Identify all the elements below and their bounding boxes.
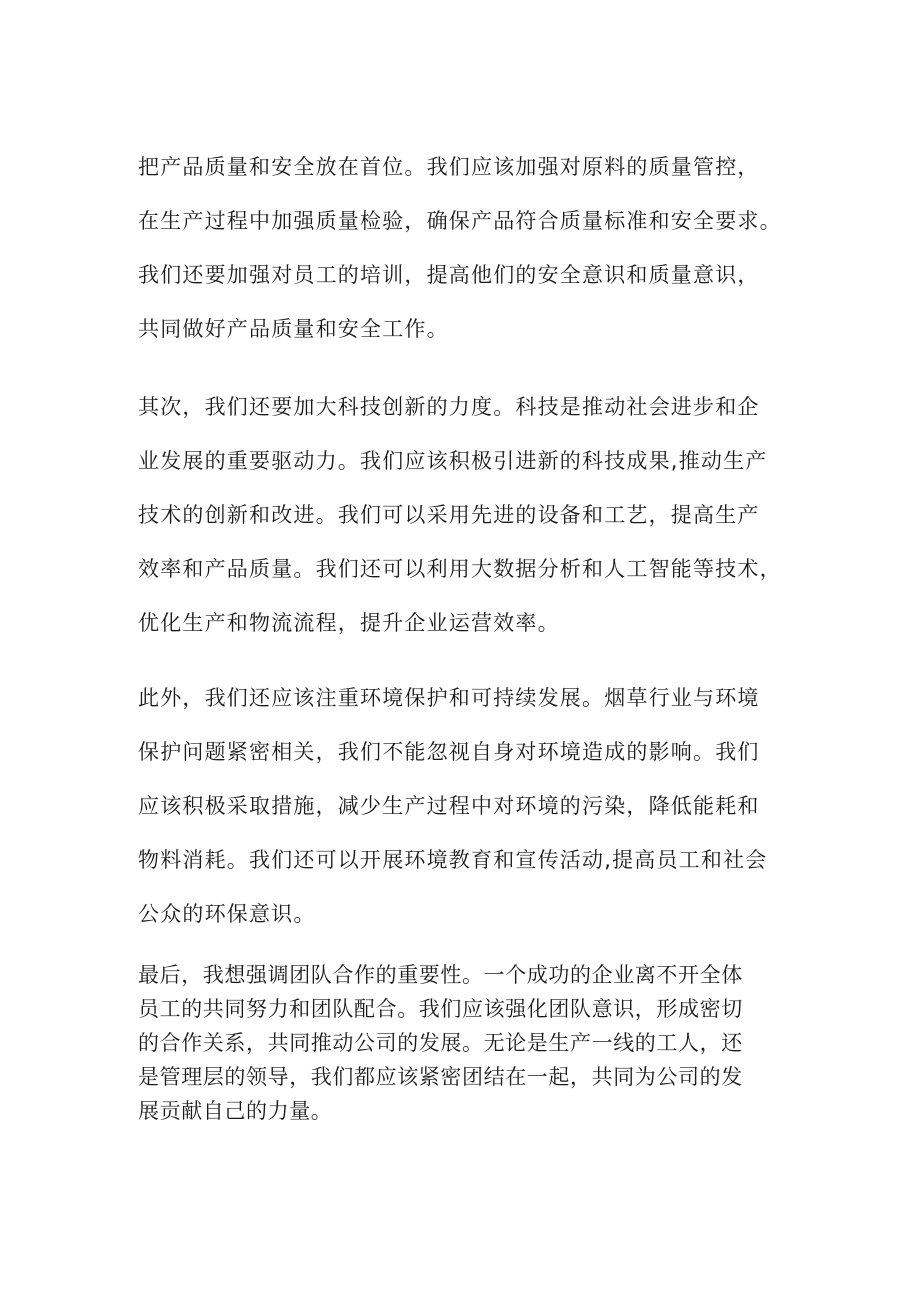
text-line: 把产品质量和安全放在首位。我们应该加强对原料的质量管控， [138, 155, 760, 179]
text-line: 业发展的重要驱动力。我们应该积极引进新的科技成果,推动生产 [138, 449, 768, 473]
text-line: 此外，我们还应该注重环境保护和可持续发展。烟草行业与环境 [138, 686, 760, 710]
paragraph-tech-innovation [138, 380, 818, 650]
text-line: 的合作关系，共同推动公司的发展。无论是生产一线的工人，还 [138, 1031, 743, 1055]
text-line: 我们还要加强对员工的培训，提高他们的安全意识和质量意识， [138, 263, 760, 287]
text-line: 最后，我想强调团队合作的重要性。一个成功的企业离不开全体 [138, 963, 743, 987]
text-line: 共同做好产品质量和安全工作。 [138, 317, 449, 341]
text-line: 保护问题紧密相关，我们不能忽视自身对环境造成的影响。我们 [138, 740, 760, 764]
text-line: 展贡献自己的力量。 [138, 1099, 333, 1123]
text-line: 应该积极采取措施，减少生产过程中对环境的污染，降低能耗和 [138, 794, 760, 818]
paragraph-quality-safety [138, 140, 818, 356]
text-line: 效率和产品质量。我们还可以利用大数据分析和人工智能等技术， [138, 557, 782, 581]
text-line: 员工的共同努力和团队配合。我们应该强化团队意识，形成密切 [138, 997, 743, 1021]
text-line: 是管理层的领导，我们都应该紧密团结在一起，共同为公司的发 [138, 1065, 743, 1089]
text-line: 物料消耗。我们还可以开展环境教育和宣传活动,提高员工和社会 [138, 848, 768, 872]
text-line: 公众的环保意识。 [138, 902, 316, 926]
text-line: 在生产过程中加强质量检验，确保产品符合质量标准和安全要求。 [138, 209, 782, 233]
paragraph-environment [138, 671, 818, 941]
paragraph-teamwork [138, 958, 818, 1128]
text-line: 优化生产和物流流程，提升企业运营效率。 [138, 611, 560, 635]
text-line: 技术的创新和改进。我们可以采用先进的设备和工艺，提高生产 [138, 503, 760, 527]
text-line: 其次，我们还要加大科技创新的力度。科技是推动社会进步和企 [138, 395, 760, 419]
